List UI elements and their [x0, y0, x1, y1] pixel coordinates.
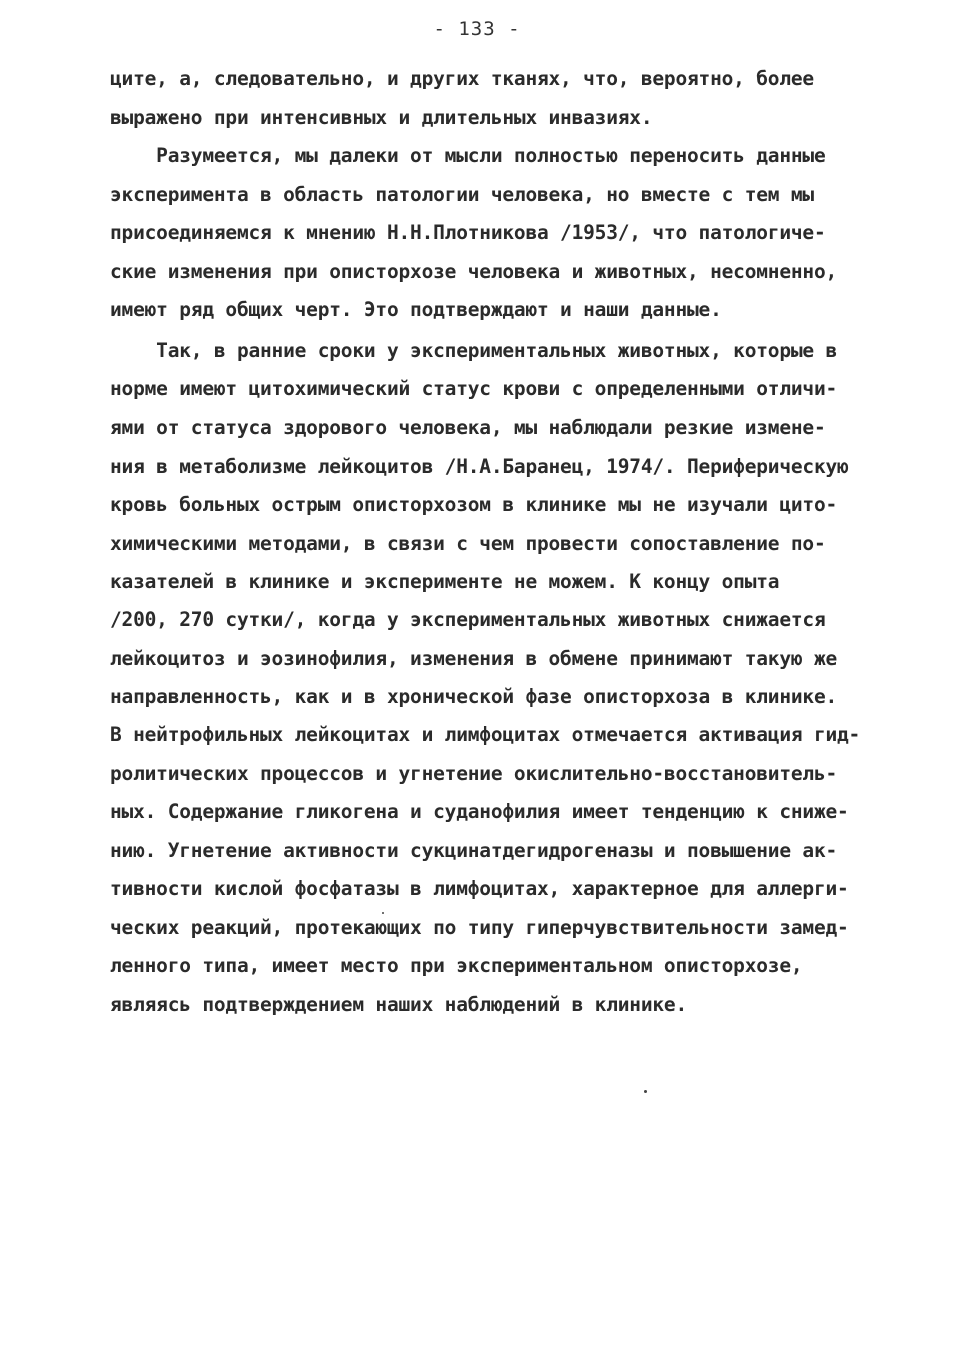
text-line: Разумеется, мы далеки от мысли полностью переносить данные	[110, 144, 826, 167]
text-line: Так, в ранние сроки у экспериментальных животных, которые в	[110, 339, 838, 362]
text-line: ных. Содержание гликогена и суданофилия имеет тенденцию к сниже-	[110, 800, 849, 823]
text-line: В нейтрофильных лейкоцитах и лимфоцитах отмечается активация гид-	[110, 723, 861, 746]
text-line: /200, 270 сутки/, когда у экспериментальных животных снижается	[110, 608, 826, 631]
text-line: направленность, как и в хронической фазе описторхоза в клинике.	[110, 685, 838, 708]
stray-ink-dot	[382, 912, 384, 914]
text-line: ролитических процессов и угнетение окислительно-восстановитель-	[110, 762, 838, 785]
text-line: казателей в клинике и эксперименте не можем. К концу опыта	[110, 570, 780, 593]
text-line: нию. Угнетение активности сукцинатдегидрогеназы и повышение ак-	[110, 839, 838, 862]
text-line: химическими методами, в связи с чем провести сопоставление по-	[110, 532, 826, 555]
text-line: эксперимента в область патологии человека, но вместе с тем мы	[110, 183, 814, 206]
text-line: норме имеют цитохимический статус крови с определенными отличи-	[110, 377, 838, 400]
text-line: ями от статуса здорового человека, мы наблюдали резкие измене-	[110, 416, 826, 439]
text-line: ците, а, следовательно, и других тканях, что, вероятно, более	[110, 67, 814, 90]
text-line: присоединяемся к мнению Н.Н.Плотникова /1953/, что патологиче-	[110, 221, 826, 244]
page-number: - 133 -	[433, 18, 521, 40]
text-line: имеют ряд общих черт. Это подтверждают и наши данные.	[110, 298, 722, 321]
text-line: ленного типа, имеет место при экспериментальном описторхозе,	[110, 954, 803, 977]
text-line: выражено при интенсивных и длительных инвазиях.	[110, 106, 653, 129]
text-line: ния в метаболизме лейкоцитов /Н.А.Баранец, 1974/. Периферическую	[110, 455, 849, 478]
text-line: ческих реакций, протекающих по типу гиперчувствительности замед-	[110, 916, 849, 939]
text-line: ские изменения при описторхозе человека и животных, несомненно,	[110, 260, 838, 283]
text-line: являясь подтверждением наших наблюдений в клинике.	[110, 993, 687, 1016]
text-line: лейкоцитоз и эозинофилия, изменения в обмене принимают такую же	[110, 647, 838, 670]
stray-ink-dot	[644, 1090, 647, 1093]
text-line: кровь больных острым описторхозом в клинике мы не изучали цито-	[110, 493, 838, 516]
text-line: тивности кислой фосфатазы в лимфоцитах, характерное для аллерги-	[110, 877, 849, 900]
